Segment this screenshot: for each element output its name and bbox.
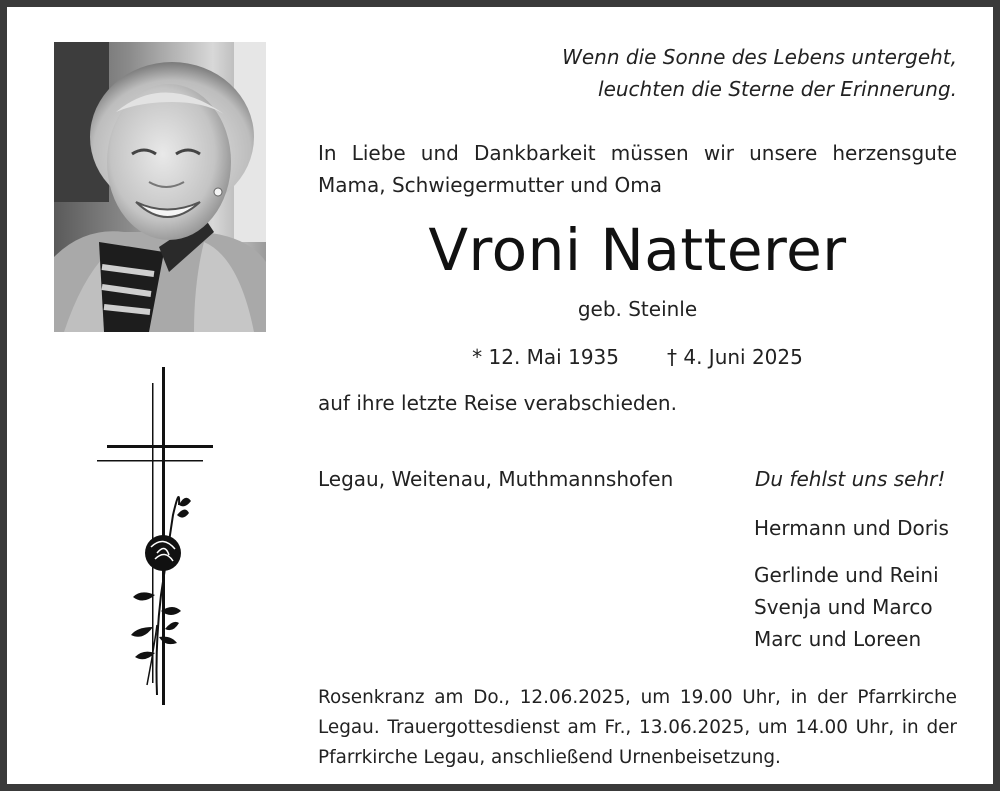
service-details: Rosenkranz am Do., 12.06.2025, um 19.00 Uhr, in der Pfarrkirche Legau. Trauergottesdienst am Fr., 13.06.2025, um 14.00 Uhr, in der Pfarrkirche Legau, anschließend Urnenbeisetzung. — [318, 687, 957, 768]
death-date: † 4. Juni 2025 — [667, 345, 803, 369]
intro-text: In Liebe und Dankbarkeit müssen wir unsere herzensgute Mama, Schwiegermutter und Oma — [318, 141, 957, 197]
cross-icon — [95, 365, 220, 725]
mourner-line: Hermann und Doris — [754, 516, 949, 540]
mourner-line: Gerlinde und Reini — [754, 563, 939, 587]
portrait-photo — [54, 42, 266, 332]
rose-icon — [131, 497, 191, 695]
mourner-line: Svenja und Marco — [754, 595, 933, 619]
birth-date: * 12. Mai 1935 — [472, 345, 619, 369]
maiden-name: geb. Steinle — [577, 297, 698, 321]
quote-line: leuchten die Sterne der Erinnerung. — [598, 77, 957, 101]
farewell-text: auf ihre letzte Reise verabschieden. — [318, 391, 677, 415]
mourner-line: Marc und Loreen — [754, 627, 922, 651]
deceased-name: Vroni Natterer — [428, 216, 847, 284]
life-dates — [318, 341, 957, 373]
missed-message: Du fehlst uns sehr! — [755, 467, 946, 491]
quote-line: Wenn die Sonne des Lebens untergeht, — [562, 45, 957, 69]
mourners-list — [754, 512, 949, 655]
place-names: Legau, Weitenau, Muthmannshofen — [318, 467, 674, 491]
memorial-quote — [437, 41, 957, 105]
